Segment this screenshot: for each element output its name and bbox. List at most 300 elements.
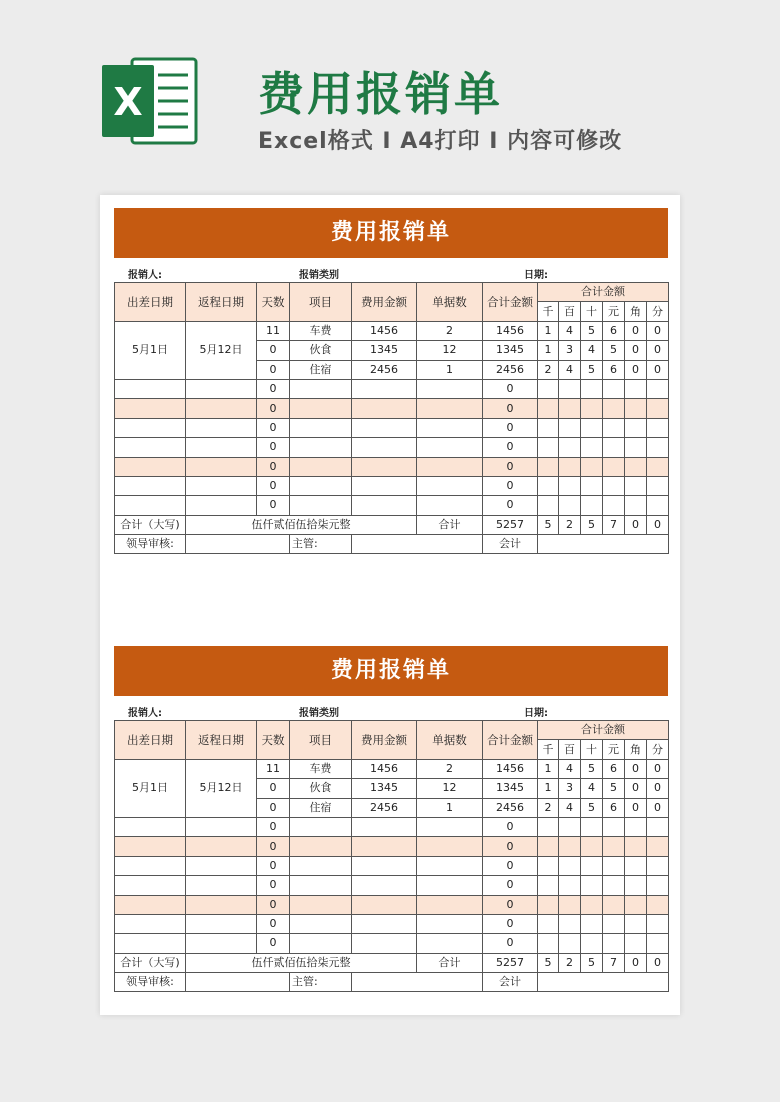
digit-cell[interactable]	[581, 476, 603, 495]
digit-cell[interactable]	[581, 914, 603, 933]
receipts-cell[interactable]	[417, 817, 483, 836]
depart-date-cell[interactable]: 5月1日	[115, 759, 186, 817]
days-cell[interactable]: 0	[257, 360, 290, 379]
digit-cell[interactable]: 0	[647, 759, 669, 778]
digit-cell[interactable]	[647, 914, 669, 933]
digit-header: 千	[538, 302, 559, 321]
total-cell[interactable]: 0	[483, 379, 538, 398]
item-cell[interactable]: 伙食	[290, 779, 352, 798]
amount-cell[interactable]	[352, 876, 417, 895]
amount-cell[interactable]	[352, 817, 417, 836]
digit-cell[interactable]	[559, 379, 581, 398]
digit-cell[interactable]: 1	[538, 779, 559, 798]
item-cell[interactable]	[290, 817, 352, 836]
sum-digit-cell[interactable]: 5	[581, 515, 603, 534]
sum-digit-cell[interactable]: 0	[625, 953, 647, 972]
digit-cell[interactable]: 4	[559, 759, 581, 778]
digit-cell[interactable]	[559, 934, 581, 953]
receipts-cell[interactable]	[417, 418, 483, 437]
digit-cell[interactable]	[581, 876, 603, 895]
total-cell[interactable]: 0	[483, 457, 538, 476]
depart-date-cell[interactable]	[115, 934, 186, 953]
amount-cell[interactable]	[352, 496, 417, 515]
digit-cell[interactable]: 6	[603, 798, 625, 817]
amount-cell[interactable]	[352, 457, 417, 476]
digit-cell[interactable]	[647, 837, 669, 856]
digit-cell[interactable]: 0	[625, 360, 647, 379]
return-date-cell[interactable]: 5月12日	[186, 321, 257, 379]
days-cell[interactable]: 0	[257, 341, 290, 360]
days-cell[interactable]: 0	[257, 779, 290, 798]
digit-cell[interactable]	[647, 934, 669, 953]
digit-cell[interactable]	[647, 476, 669, 495]
receipts-cell[interactable]	[417, 496, 483, 515]
days-cell[interactable]: 0	[257, 837, 290, 856]
table-row	[115, 876, 669, 895]
return-date-cell[interactable]	[186, 895, 257, 914]
days-cell[interactable]: 0	[257, 476, 290, 495]
item-cell[interactable]	[290, 496, 352, 515]
digit-cell[interactable]	[559, 856, 581, 875]
leader-label: 领导审核:	[115, 973, 186, 992]
total-cell[interactable]: 2456	[483, 798, 538, 817]
receipts-cell[interactable]	[417, 914, 483, 933]
depart-date-cell[interactable]	[115, 876, 186, 895]
digit-cell[interactable]: 0	[647, 360, 669, 379]
total-cell[interactable]: 2456	[483, 360, 538, 379]
digit-cell[interactable]	[647, 457, 669, 476]
accountant-signature-cell[interactable]	[538, 973, 669, 992]
amount-cell[interactable]: 1456	[352, 321, 417, 340]
total-cell[interactable]: 0	[483, 496, 538, 515]
total-cell[interactable]: 0	[483, 418, 538, 437]
digit-cell[interactable]: 1	[538, 759, 559, 778]
digit-cell[interactable]	[603, 457, 625, 476]
digit-cell[interactable]	[538, 379, 559, 398]
digit-cell[interactable]	[625, 418, 647, 437]
amount-cell[interactable]: 2456	[352, 798, 417, 817]
total-cell[interactable]: 0	[483, 934, 538, 953]
digit-cell[interactable]	[538, 914, 559, 933]
days-cell[interactable]: 0	[257, 895, 290, 914]
total-cell[interactable]: 1345	[483, 341, 538, 360]
item-cell[interactable]: 住宿	[290, 798, 352, 817]
return-date-cell[interactable]	[186, 457, 257, 476]
amount-cell[interactable]	[352, 399, 417, 418]
amount-cell[interactable]	[352, 438, 417, 457]
item-cell[interactable]	[290, 856, 352, 875]
digit-cell[interactable]	[581, 379, 603, 398]
digit-cell[interactable]: 0	[625, 341, 647, 360]
digit-cell[interactable]	[647, 817, 669, 836]
digit-cell[interactable]: 1	[538, 341, 559, 360]
sum-digit-cell[interactable]: 2	[559, 953, 581, 972]
digit-cell[interactable]	[625, 895, 647, 914]
digit-cell[interactable]: 0	[647, 341, 669, 360]
days-cell[interactable]: 0	[257, 934, 290, 953]
total-cell[interactable]: 0	[483, 476, 538, 495]
digit-cell[interactable]: 0	[625, 798, 647, 817]
total-cell[interactable]: 1456	[483, 321, 538, 340]
receipts-cell[interactable]: 2	[417, 321, 483, 340]
column-header: 费用金额	[352, 283, 417, 322]
amount-cell[interactable]	[352, 418, 417, 437]
item-cell[interactable]	[290, 837, 352, 856]
digit-cell[interactable]	[538, 457, 559, 476]
depart-date-cell[interactable]	[115, 457, 186, 476]
digit-cell[interactable]	[647, 876, 669, 895]
digit-cell[interactable]	[559, 438, 581, 457]
days-cell[interactable]: 0	[257, 399, 290, 418]
return-date-cell[interactable]	[186, 856, 257, 875]
digit-cell[interactable]: 0	[625, 759, 647, 778]
digit-cell[interactable]	[625, 934, 647, 953]
total-cell[interactable]: 1456	[483, 759, 538, 778]
depart-date-cell[interactable]	[115, 895, 186, 914]
amount-cell[interactable]	[352, 837, 417, 856]
digit-cell[interactable]	[603, 856, 625, 875]
total-cell[interactable]: 0	[483, 876, 538, 895]
digit-cell[interactable]	[625, 876, 647, 895]
digit-cell[interactable]	[603, 934, 625, 953]
digit-cell[interactable]: 0	[625, 321, 647, 340]
item-cell[interactable]: 车费	[290, 321, 352, 340]
total-cell[interactable]: 1345	[483, 779, 538, 798]
digit-cell[interactable]	[559, 876, 581, 895]
digit-cell[interactable]	[603, 438, 625, 457]
digit-cell[interactable]	[603, 914, 625, 933]
total-cell[interactable]: 0	[483, 895, 538, 914]
digit-cell[interactable]	[581, 934, 603, 953]
digit-cell[interactable]	[647, 399, 669, 418]
digit-header: 分	[647, 740, 669, 759]
sum-digit-cell[interactable]: 5	[538, 515, 559, 534]
digit-cell[interactable]	[647, 438, 669, 457]
receipts-cell[interactable]	[417, 476, 483, 495]
digit-cell[interactable]	[538, 856, 559, 875]
category-label: 报销类别	[299, 270, 339, 281]
digit-header: 十	[581, 302, 603, 321]
depart-date-cell[interactable]	[115, 914, 186, 933]
digit-cell[interactable]	[603, 476, 625, 495]
supervisor-label: 主管:	[290, 973, 352, 992]
return-date-cell[interactable]	[186, 399, 257, 418]
depart-date-cell[interactable]	[115, 496, 186, 515]
leader-signature-cell[interactable]	[186, 535, 290, 554]
digit-cell[interactable]: 4	[581, 779, 603, 798]
digit-header: 分	[647, 302, 669, 321]
digit-cell[interactable]	[647, 379, 669, 398]
digit-cell[interactable]	[625, 856, 647, 875]
return-date-cell[interactable]	[186, 817, 257, 836]
sum-digit-cell[interactable]: 7	[603, 515, 625, 534]
return-date-cell[interactable]	[186, 914, 257, 933]
digit-cell[interactable]	[559, 496, 581, 515]
svg-text:X: X	[113, 80, 143, 124]
receipts-cell[interactable]: 2	[417, 759, 483, 778]
receipts-cell[interactable]	[417, 895, 483, 914]
item-cell[interactable]	[290, 418, 352, 437]
digit-cell[interactable]: 5	[581, 360, 603, 379]
depart-date-cell[interactable]	[115, 399, 186, 418]
item-cell[interactable]	[290, 457, 352, 476]
digit-cell[interactable]	[625, 817, 647, 836]
return-date-cell[interactable]	[186, 496, 257, 515]
digit-cell[interactable]	[625, 476, 647, 495]
days-cell[interactable]: 11	[257, 759, 290, 778]
digit-cell[interactable]	[625, 914, 647, 933]
days-cell[interactable]: 11	[257, 321, 290, 340]
digit-cell[interactable]: 3	[559, 341, 581, 360]
item-cell[interactable]: 伙食	[290, 341, 352, 360]
receipts-cell[interactable]	[417, 856, 483, 875]
depart-date-cell[interactable]	[115, 817, 186, 836]
sum-digit-cell[interactable]: 0	[647, 953, 669, 972]
total-words-cell[interactable]: 伍仟贰佰伍拾柒元整	[186, 515, 417, 534]
digit-cell[interactable]	[603, 837, 625, 856]
digit-cell[interactable]: 2	[538, 798, 559, 817]
depart-date-cell[interactable]	[115, 438, 186, 457]
amount-cell[interactable]	[352, 856, 417, 875]
digit-cell[interactable]	[625, 457, 647, 476]
amount-cell[interactable]	[352, 379, 417, 398]
amount-cell[interactable]: 1456	[352, 759, 417, 778]
digit-cell[interactable]	[538, 934, 559, 953]
return-date-cell[interactable]	[186, 438, 257, 457]
days-cell[interactable]: 0	[257, 876, 290, 895]
depart-date-cell[interactable]	[115, 418, 186, 437]
digit-cell[interactable]	[647, 856, 669, 875]
sum-value-cell[interactable]: 5257	[483, 515, 538, 534]
return-date-cell[interactable]	[186, 418, 257, 437]
days-cell[interactable]: 0	[257, 817, 290, 836]
digit-cell[interactable]: 5	[581, 798, 603, 817]
digit-cell[interactable]	[538, 837, 559, 856]
days-cell[interactable]: 0	[257, 379, 290, 398]
expense-form-2	[114, 646, 668, 992]
depart-date-cell[interactable]	[115, 379, 186, 398]
digit-cell[interactable]	[603, 895, 625, 914]
days-cell[interactable]: 0	[257, 496, 290, 515]
item-cell[interactable]	[290, 379, 352, 398]
digit-cell[interactable]	[559, 418, 581, 437]
digit-cell[interactable]	[538, 399, 559, 418]
receipts-cell[interactable]: 12	[417, 779, 483, 798]
digit-cell[interactable]	[603, 379, 625, 398]
column-header: 返程日期	[186, 283, 257, 322]
sum-digit-cell[interactable]: 5	[538, 953, 559, 972]
digit-cell[interactable]: 5	[603, 341, 625, 360]
digit-cell[interactable]	[603, 496, 625, 515]
days-cell[interactable]: 0	[257, 418, 290, 437]
item-cell[interactable]	[290, 399, 352, 418]
sum-digit-cell[interactable]: 7	[603, 953, 625, 972]
digit-cell[interactable]	[559, 837, 581, 856]
digit-cell[interactable]	[625, 379, 647, 398]
receipts-cell[interactable]	[417, 457, 483, 476]
digit-cell[interactable]: 0	[625, 779, 647, 798]
total-cell[interactable]: 0	[483, 856, 538, 875]
digit-cell[interactable]: 5	[603, 779, 625, 798]
amount-cell[interactable]	[352, 895, 417, 914]
digit-cell[interactable]: 4	[559, 798, 581, 817]
days-cell[interactable]: 0	[257, 914, 290, 933]
amount-group-header: 合计金额	[538, 283, 669, 302]
receipts-cell[interactable]	[417, 934, 483, 953]
item-cell[interactable]	[290, 895, 352, 914]
digit-cell[interactable]: 0	[647, 779, 669, 798]
item-cell[interactable]	[290, 876, 352, 895]
receipts-cell[interactable]	[417, 399, 483, 418]
return-date-cell[interactable]	[186, 934, 257, 953]
receipts-cell[interactable]	[417, 438, 483, 457]
digit-cell[interactable]	[647, 418, 669, 437]
digit-cell[interactable]	[559, 895, 581, 914]
total-cell[interactable]: 0	[483, 438, 538, 457]
digit-cell[interactable]: 2	[538, 360, 559, 379]
digit-cell[interactable]	[538, 438, 559, 457]
receipts-cell[interactable]: 1	[417, 360, 483, 379]
digit-cell[interactable]	[603, 418, 625, 437]
digit-cell[interactable]	[581, 399, 603, 418]
amount-cell[interactable]: 1345	[352, 341, 417, 360]
digit-cell[interactable]	[538, 476, 559, 495]
digit-cell[interactable]: 4	[581, 341, 603, 360]
item-cell[interactable]: 车费	[290, 759, 352, 778]
digit-cell[interactable]: 6	[603, 360, 625, 379]
digit-cell[interactable]	[559, 399, 581, 418]
days-cell[interactable]: 0	[257, 856, 290, 875]
amount-cell[interactable]	[352, 934, 417, 953]
digit-cell[interactable]	[538, 895, 559, 914]
amount-cell[interactable]: 2456	[352, 360, 417, 379]
depart-date-cell[interactable]	[115, 837, 186, 856]
item-cell[interactable]	[290, 934, 352, 953]
digit-cell[interactable]	[559, 457, 581, 476]
sum-digit-cell[interactable]: 5	[581, 953, 603, 972]
item-cell[interactable]: 住宿	[290, 360, 352, 379]
digit-cell[interactable]	[603, 399, 625, 418]
total-cell[interactable]: 0	[483, 399, 538, 418]
sum-label: 合计	[417, 515, 483, 534]
digit-cell[interactable]	[581, 438, 603, 457]
date-label: 日期:	[524, 708, 548, 719]
digit-cell[interactable]	[581, 496, 603, 515]
digit-cell[interactable]: 6	[603, 759, 625, 778]
digit-cell[interactable]	[581, 418, 603, 437]
item-cell[interactable]	[290, 438, 352, 457]
amount-cell[interactable]	[352, 914, 417, 933]
receipts-cell[interactable]: 12	[417, 341, 483, 360]
digit-cell[interactable]	[538, 817, 559, 836]
digit-cell[interactable]	[581, 457, 603, 476]
digit-cell[interactable]	[625, 837, 647, 856]
column-header: 单据数	[417, 283, 483, 322]
digit-cell[interactable]: 6	[603, 321, 625, 340]
supervisor-signature-cell[interactable]	[352, 535, 483, 554]
digit-cell[interactable]	[625, 496, 647, 515]
digit-cell[interactable]: 3	[559, 779, 581, 798]
leader-label: 领导审核:	[115, 535, 186, 554]
total-cell[interactable]: 0	[483, 914, 538, 933]
digit-cell[interactable]	[647, 496, 669, 515]
return-date-cell[interactable]: 5月12日	[186, 759, 257, 817]
sum-digit-cell[interactable]: 0	[625, 515, 647, 534]
digit-header: 千	[538, 740, 559, 759]
digit-cell[interactable]	[581, 895, 603, 914]
digit-cell[interactable]	[559, 817, 581, 836]
digit-cell[interactable]	[538, 418, 559, 437]
leader-signature-cell[interactable]	[186, 973, 290, 992]
digit-cell[interactable]	[559, 914, 581, 933]
amount-cell[interactable]	[352, 476, 417, 495]
return-date-cell[interactable]	[186, 837, 257, 856]
sum-digit-cell[interactable]: 2	[559, 515, 581, 534]
sum-label: 合计	[417, 953, 483, 972]
digit-cell[interactable]	[603, 876, 625, 895]
days-cell[interactable]: 0	[257, 457, 290, 476]
digit-cell[interactable]	[538, 496, 559, 515]
digit-cell[interactable]: 0	[647, 321, 669, 340]
digit-cell[interactable]	[625, 438, 647, 457]
column-header: 天数	[257, 283, 290, 322]
digit-cell[interactable]	[581, 837, 603, 856]
depart-date-cell[interactable]: 5月1日	[115, 321, 186, 379]
digit-cell[interactable]	[603, 817, 625, 836]
amount-cell[interactable]: 1345	[352, 779, 417, 798]
receipts-cell[interactable]	[417, 379, 483, 398]
column-header: 单据数	[417, 721, 483, 760]
digit-header: 角	[625, 302, 647, 321]
digit-cell[interactable]: 4	[559, 360, 581, 379]
receipts-cell[interactable]	[417, 837, 483, 856]
digit-header: 元	[603, 740, 625, 759]
digit-cell[interactable]: 5	[581, 321, 603, 340]
accountant-signature-cell[interactable]	[538, 535, 669, 554]
digit-cell[interactable]	[581, 856, 603, 875]
total-cell[interactable]: 0	[483, 817, 538, 836]
sum-value-cell[interactable]: 5257	[483, 953, 538, 972]
digit-cell[interactable]	[581, 817, 603, 836]
return-date-cell[interactable]	[186, 476, 257, 495]
return-date-cell[interactable]	[186, 876, 257, 895]
digit-cell[interactable]: 4	[559, 321, 581, 340]
digit-header: 角	[625, 740, 647, 759]
supervisor-signature-cell[interactable]	[352, 973, 483, 992]
item-cell[interactable]	[290, 476, 352, 495]
item-cell[interactable]	[290, 914, 352, 933]
depart-date-cell[interactable]	[115, 856, 186, 875]
days-cell[interactable]: 0	[257, 438, 290, 457]
digit-cell[interactable]	[538, 876, 559, 895]
return-date-cell[interactable]	[186, 379, 257, 398]
reporter-label: 报销人:	[128, 708, 162, 719]
digit-cell[interactable]: 0	[647, 798, 669, 817]
reporter-label: 报销人:	[128, 270, 162, 281]
total-cell[interactable]: 0	[483, 837, 538, 856]
digit-cell[interactable]	[559, 476, 581, 495]
digit-cell[interactable]: 1	[538, 321, 559, 340]
digit-cell[interactable]	[625, 399, 647, 418]
days-cell[interactable]: 0	[257, 798, 290, 817]
receipts-cell[interactable]	[417, 876, 483, 895]
digit-cell[interactable]: 5	[581, 759, 603, 778]
digit-cell[interactable]	[647, 895, 669, 914]
total-words-cell[interactable]: 伍仟贰佰伍拾柒元整	[186, 953, 417, 972]
depart-date-cell[interactable]	[115, 476, 186, 495]
receipts-cell[interactable]: 1	[417, 798, 483, 817]
sum-digit-cell[interactable]: 0	[647, 515, 669, 534]
